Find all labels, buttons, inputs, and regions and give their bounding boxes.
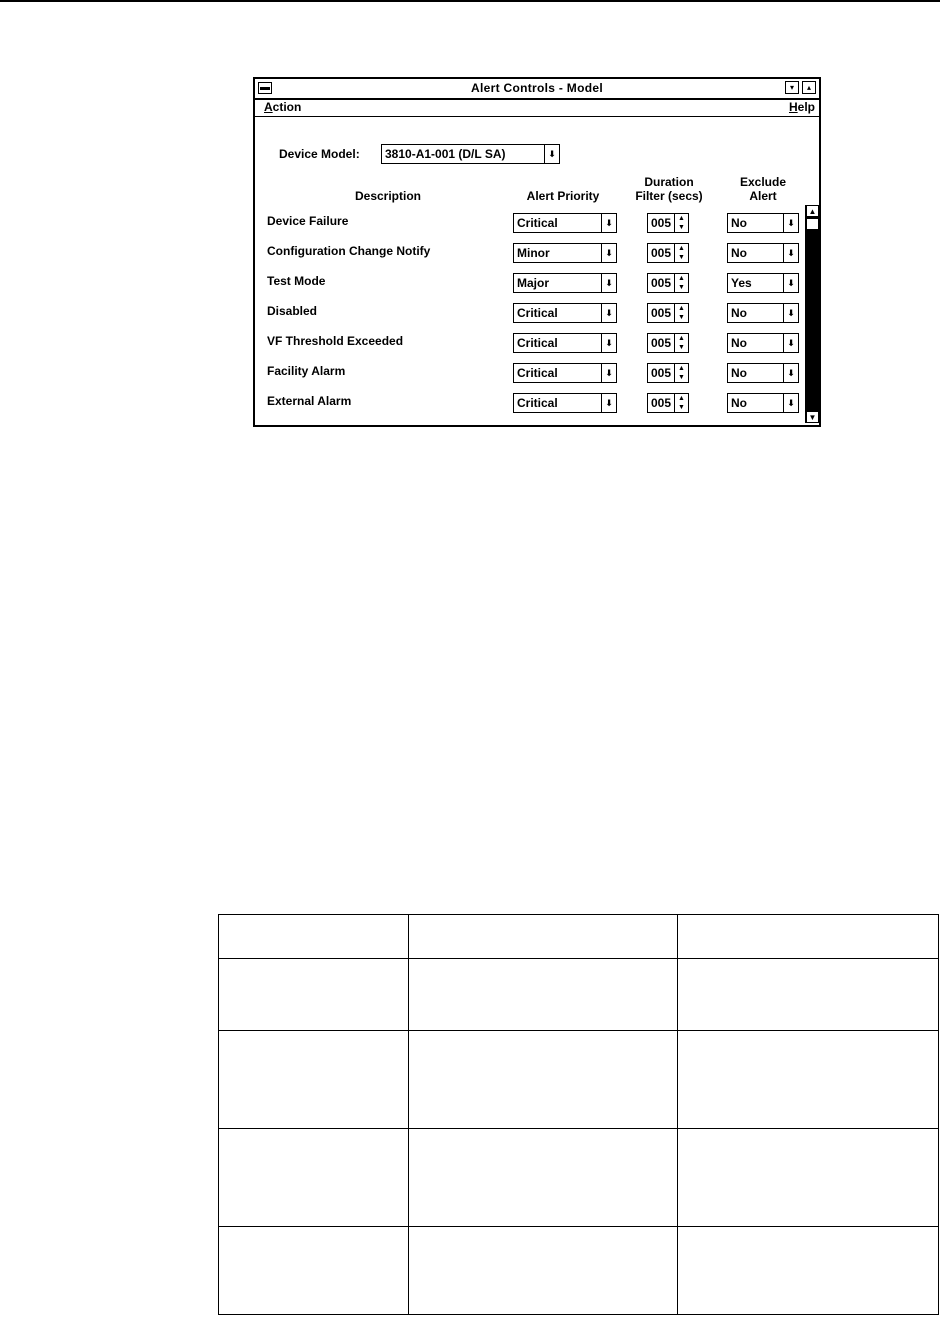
table-cell	[409, 959, 678, 1031]
exclude-dropdown[interactable]: No ⬇	[727, 213, 799, 233]
row-description: Facility Alarm	[267, 364, 346, 378]
table-cell	[678, 1227, 939, 1315]
dropdown-arrow-icon[interactable]: ⬇	[601, 304, 616, 322]
dropdown-arrow-icon[interactable]: ⬇	[783, 364, 798, 382]
scroll-down-icon[interactable]: ▼	[806, 411, 819, 423]
spin-arrows-icon[interactable]: ▲ ▼	[675, 333, 689, 353]
exclude-dropdown[interactable]: No ⬇	[727, 303, 799, 323]
dropdown-arrow-icon[interactable]: ⬇	[783, 334, 798, 352]
duration-value[interactable]: 005	[647, 393, 675, 413]
priority-dropdown[interactable]: Critical ⬇	[513, 393, 617, 413]
table-cell	[219, 959, 409, 1031]
table-cell	[409, 1227, 678, 1315]
table-cell	[678, 915, 939, 959]
dropdown-arrow-icon[interactable]: ⬇	[544, 145, 559, 163]
dropdown-arrow-icon[interactable]: ⬇	[601, 364, 616, 382]
scroll-up-icon[interactable]: ▲	[806, 205, 819, 217]
menu-bar	[255, 100, 819, 117]
table-cell	[678, 1031, 939, 1129]
window-title: Alert Controls - Model	[471, 81, 603, 95]
table-cell	[678, 959, 939, 1031]
spin-arrows-icon[interactable]: ▲ ▼	[675, 393, 689, 413]
row-description: Configuration Change Notify	[267, 244, 431, 258]
row-description: VF Threshold Exceeded	[267, 334, 404, 348]
alert-list	[257, 205, 805, 423]
column-header-priority: Alert Priority	[526, 189, 600, 203]
table-cell	[409, 1129, 678, 1227]
column-header-description: Description	[354, 189, 421, 203]
duration-value[interactable]: 005	[647, 243, 675, 263]
spin-arrows-icon[interactable]: ▲ ▼	[675, 303, 689, 323]
table-cell	[409, 1031, 678, 1129]
dropdown-arrow-icon[interactable]: ⬇	[783, 274, 798, 292]
duration-value[interactable]: 005	[647, 273, 675, 293]
spin-arrows-icon[interactable]: ▲ ▼	[675, 243, 689, 263]
row-description: External Alarm	[267, 394, 352, 408]
row-description: Device Failure	[267, 214, 349, 228]
dropdown-arrow-icon[interactable]: ⬇	[601, 214, 616, 232]
dropdown-arrow-icon[interactable]: ⬇	[783, 244, 798, 262]
dropdown-arrow-icon[interactable]: ⬇	[601, 394, 616, 412]
table-row	[219, 959, 939, 1031]
table-cell	[219, 915, 409, 959]
row-description: Test Mode	[267, 274, 326, 288]
priority-dropdown[interactable]: Critical ⬇	[513, 213, 617, 233]
device-model-value: 3810-A1-001 (D/L SA)	[385, 147, 506, 161]
priority-dropdown[interactable]: Minor ⬇	[513, 243, 617, 263]
priority-dropdown[interactable]: Critical ⬇	[513, 303, 617, 323]
table-row	[219, 1227, 939, 1315]
duration-value[interactable]: 005	[647, 303, 675, 323]
menu-action[interactable]: Action	[264, 100, 302, 114]
minimize-button[interactable]: ▾	[785, 81, 799, 94]
exclude-dropdown[interactable]: No ⬇	[727, 333, 799, 353]
table-row	[219, 1031, 939, 1129]
vertical-scrollbar[interactable]	[805, 205, 819, 423]
table-cell	[219, 1129, 409, 1227]
exclude-dropdown[interactable]: No ⬇	[727, 393, 799, 413]
priority-dropdown[interactable]: Major ⬇	[513, 273, 617, 293]
duration-value[interactable]: 005	[647, 213, 675, 233]
title-bar	[255, 79, 819, 100]
dropdown-arrow-icon[interactable]: ⬇	[601, 274, 616, 292]
table-cell	[219, 1227, 409, 1315]
device-model-dropdown[interactable]	[381, 144, 560, 164]
table-row	[219, 915, 939, 959]
dropdown-arrow-icon[interactable]: ⬇	[601, 334, 616, 352]
column-header-duration: Duration Filter (secs)	[635, 175, 703, 203]
spin-arrows-icon[interactable]: ▲ ▼	[675, 213, 689, 233]
dropdown-arrow-icon[interactable]: ⬇	[783, 214, 798, 232]
table-cell	[678, 1129, 939, 1227]
exclude-dropdown[interactable]: Yes ⬇	[727, 273, 799, 293]
dropdown-arrow-icon[interactable]: ⬇	[783, 394, 798, 412]
table-cell	[409, 915, 678, 959]
maximize-button[interactable]: ▴	[802, 81, 816, 94]
table-cell	[219, 1031, 409, 1129]
dropdown-arrow-icon[interactable]: ⬇	[783, 304, 798, 322]
document-table	[218, 914, 939, 1315]
exclude-dropdown[interactable]: No ⬇	[727, 243, 799, 263]
spin-arrows-icon[interactable]: ▲ ▼	[675, 273, 689, 293]
dropdown-arrow-icon[interactable]: ⬇	[601, 244, 616, 262]
page-top-rule	[0, 0, 940, 2]
menu-help[interactable]: Help	[788, 100, 815, 114]
row-description: Disabled	[267, 304, 318, 318]
device-model-label: Device Model:	[279, 147, 360, 161]
exclude-dropdown[interactable]: No ⬇	[727, 363, 799, 383]
spin-arrows-icon[interactable]: ▲ ▼	[675, 363, 689, 383]
priority-dropdown[interactable]: Critical ⬇	[513, 333, 617, 353]
duration-value[interactable]: 005	[647, 333, 675, 353]
alert-controls-window	[253, 77, 821, 427]
duration-value[interactable]: 005	[647, 363, 675, 383]
priority-dropdown[interactable]: Critical ⬇	[513, 363, 617, 383]
column-header-exclude: Exclude Alert	[739, 175, 787, 203]
scroll-thumb[interactable]	[806, 218, 819, 230]
table-row	[219, 1129, 939, 1227]
